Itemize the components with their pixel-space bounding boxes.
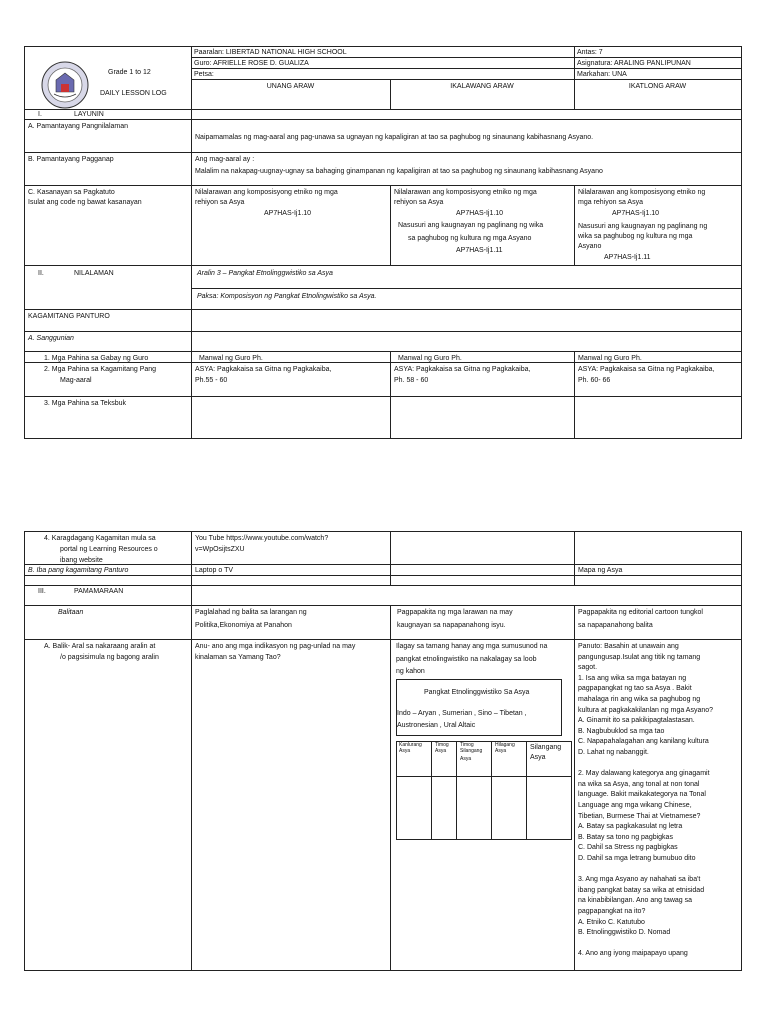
region-hilagang-2: Asya (495, 748, 507, 754)
asignatura: Asignatura: ARALING PANLIPUNAN (577, 60, 691, 67)
region-hilagang-1: Hilagang (495, 742, 515, 748)
day1-balik-aral-1: Anu- ano ang mga indikasyon ng pag-unlad na may (195, 643, 356, 650)
karagdagang-label-1: 4. Karagdagang Kagamitan mula sa (44, 535, 156, 542)
pamantayang-pagganap-line1: Ang mag-aaral ay : (195, 156, 255, 163)
day2-kagamitan-1: ASYA: Pagkakaisa sa Gitna ng Pagkakaiba, (394, 366, 531, 373)
day1-iba-kagamitan: Laptop o TV (195, 567, 234, 574)
section2-num: II. (38, 270, 44, 277)
day1-header: UNANG ARAW (266, 83, 315, 90)
section1-title: LAYUNIN (74, 111, 104, 118)
kasanayan-label-1: C. Kasanayan sa Pagkatuto (28, 189, 115, 196)
quiz-line: 2. May dalawang kategorya ang ginagamit (578, 770, 710, 778)
quiz-line: na wika sa Asya, ang tonal at non tonal (578, 780, 700, 788)
day2-balitaan-2: kaugnayan sa napapanahong isyu. (397, 622, 506, 629)
quiz-line: D. Lahat ng nabanggit. (578, 749, 649, 756)
day2-kasanayan-4: sa paghubog ng kultura ng mga Asyano (408, 235, 532, 242)
quiz-line: pagpapangkat na ito? (578, 908, 646, 915)
quiz-line: pagpapangkat ng tao sa Asya . Bakit (578, 685, 692, 693)
day1-kasanayan-1: Nilalarawan ang komposisyong etniko ng mga (195, 189, 338, 196)
day2-code-2: AP7HAS-Ij1.11 (456, 247, 503, 254)
day3-kasanayan-4: wika sa paghubog ng kultura ng mga (578, 233, 693, 240)
kagamitang-panturo: KAGAMITANG PANTURO (28, 313, 110, 320)
day3-code-2: AP7HAS-Ij1.11 (604, 254, 651, 261)
kagamitang-mag-aaral-label-2: Mag-aaral (60, 377, 92, 384)
grade-label: Grade 1 to 12 (108, 69, 151, 76)
quiz-line: Tibetian, Burmese Thai at Vietnamese? (578, 812, 701, 820)
day3-gabay: Manwal ng Guro Ph. (578, 355, 642, 362)
balitaan-label: Balitaan (58, 609, 84, 616)
day1-kasanayan-2: rehiyon sa Asya (195, 199, 245, 206)
pamantayang-pangnilalaman-label: A. Pamantayang Pangnilalaman (28, 123, 129, 130)
day1-code: AP7HAS-Ij1.10 (264, 210, 312, 217)
day1-balik-aral-2: kinalaman sa Yamang Tao? (195, 654, 281, 661)
quiz-line: na kinabibilangan. Ano ang tawag sa (578, 897, 693, 905)
region-timog-silangang-3: Asya (460, 756, 472, 762)
quiz-line: A. Ginamit ito sa pakikipagtalastasan. (578, 717, 695, 725)
deped-seal-logo (40, 60, 90, 110)
paksa: Paksa: Komposisyon ng Pangkat Etnolingwistiko sa Asya. (197, 293, 377, 300)
iba-pang-kagamitan-label: B. Iba pang kagamitang Panturo (28, 567, 129, 574)
day1-balitaan-1: Paglalahad ng balita sa larangan ng (195, 609, 307, 616)
region-timog-silangang-2: Silangang (460, 748, 483, 754)
day1-gabay: Manwal ng Guro Ph. (199, 355, 263, 362)
quiz-line: B. Batay sa tono ng pagbigkas (578, 833, 673, 841)
quiz-line: 1. Isa ang wika sa mga batayan ng (578, 674, 687, 682)
day2-kasanayan-2: rehiyon sa Asya (394, 199, 444, 206)
balik-aral-label-1: A. Balik- Aral sa nakaraang aralin at (44, 643, 156, 650)
quiz-line: 4. Ano ang iyong maipapayo upang (578, 950, 688, 958)
day2-balik-aral-2: pangkat etnolingwistiko na nakalagay sa loob (396, 656, 537, 663)
day3-kasanayan-5: Asyano (578, 243, 602, 250)
quiz-line: A. Batay sa pagkakasulat ng letra (578, 823, 683, 831)
quiz-line: B. Nagbubuklod sa mga tao (578, 727, 665, 735)
quiz-line: language. Bakit maikakategorya na Tonal (578, 791, 706, 799)
sanggunian: A. Sanggunian (28, 335, 74, 342)
aralin-title: Aralin 3 – Pangkat Etnolinggwistiko sa Asya (197, 270, 333, 277)
quiz-line: B. Etnolinggwistiko D. Nomad (578, 929, 671, 937)
day3-kasanayan-2: mga rehiyon sa Asya (578, 199, 643, 206)
day2-balik-aral-1: Ilagay sa tamang hanay ang mga sumusunod na (396, 643, 548, 650)
paaralan: Paaralan: LIBERTAD NATIONAL HIGH SCHOOL (194, 49, 347, 56)
day2-balik-aral-3: ng kahon (396, 668, 425, 675)
antas: Antas: 7 (577, 49, 603, 56)
teksbuk-label: 3. Mga Pahina sa Teksbuk (44, 400, 126, 407)
karagdagang-label-2: portal ng Learning Resources o (60, 546, 158, 553)
day2-kasanayan-3: Nasusuri ang kaugnayan ng paglinang ng wika (398, 222, 544, 229)
day3-balitaan-1: Pagpapakita ng editorial cartoon tungkol (578, 609, 703, 616)
quiz-line: Language ang mga wikang Chinese, (578, 802, 692, 809)
day3-kasanayan-3: Nasusuri ang kaugnayan ng paglinang ng (578, 223, 708, 230)
quiz-line: D. Dahil sa mga letrang bumubuo dito (578, 855, 696, 862)
day3-balitaan-2: sa napapanahong balita (578, 622, 653, 629)
day2-balitaan-1: Pagpapakita ng mga larawan na may (397, 609, 513, 616)
youtube-link-1[interactable]: You Tube https://www.youtube.com/watch? (195, 535, 329, 542)
kasanayan-label-2: Isulat ang code ng bawat kasanayan (28, 199, 142, 206)
section2-title: NILALAMAN (74, 270, 114, 277)
pamantayang-pagganap-line2: Malalim na nakapag-uugnay-ugnay sa bahaging ginampanan ng kapaligiran at tao sa paghubog ng sinaunang kabihasnang Asyano (195, 168, 603, 175)
markahan: Markahan: UNA (577, 71, 627, 78)
day3-code-1: AP7HAS-Ij1.10 (612, 210, 660, 217)
quiz-line: 3. Ang mga Asyano ay nahahati sa iba't (578, 876, 701, 884)
region-kanlurang-1: Kanlurang (399, 742, 422, 748)
quiz-line: sagot. (578, 664, 598, 672)
day3-kagamitan-1: ASYA: Pagkakaisa sa Gitna ng Pagkakaiba, (578, 366, 715, 373)
dll-title: DAILY LESSON LOG (100, 90, 167, 97)
guro: Guro: AFRIELLE ROSE D. GUALIZA (194, 60, 309, 67)
day2-gabay: Manwal ng Guro Ph. (398, 355, 462, 362)
karagdagang-label-3: ibang website (60, 557, 103, 564)
quiz-line: C. Dahil sa Stress ng pagbigkas (578, 844, 678, 852)
day3-iba-kagamitan: Mapa ng Asya (578, 567, 623, 574)
day3-kasanayan-1: Nilalarawan ang komposisyong etniko ng (578, 189, 706, 196)
quiz-line: kultura at pagkakakilanlan ng mga Asyano? (578, 706, 714, 714)
pamantayang-pagganap-label: B. Pamantayang Pagganap (28, 156, 114, 163)
gabay-guro-label: 1. Mga Pahina sa Gabay ng Guro (44, 355, 149, 362)
region-silangang-2: Asya (530, 754, 546, 761)
quiz-line: A. Etniko C. Katutubo (578, 918, 645, 926)
day2-kagamitan-2: Ph. 58 - 60 (394, 377, 429, 384)
day2-code-1: AP7HAS-Ij1.10 (456, 210, 504, 217)
day2-kasanayan-1: Nilalarawan ang komposisyong etniko ng mga (394, 189, 537, 196)
region-timog-2: Asya (435, 748, 447, 754)
region-silangang-1: Silangang (530, 744, 562, 751)
balik-aral-label-2: /o pagsisimula ng bagong aralin (60, 654, 159, 661)
quiz-line: Panuto: Basahin at unawain ang (578, 643, 679, 650)
day2-header: IKALAWANG ARAW (450, 83, 514, 90)
region-kanlurang-2: Asya (399, 748, 411, 754)
kagamitang-mag-aaral-label-1: 2. Mga Pahina sa Kagamitang Pang (44, 366, 157, 373)
day1-balitaan-2: Politika,Ekonomiya at Panahon (195, 622, 292, 629)
quiz-line: mahalaga rin ang wika sa paghubog ng (578, 696, 701, 703)
section3-num: III. (38, 588, 46, 595)
youtube-link-2[interactable]: v=WpOsijtsZXU (195, 546, 245, 553)
quiz-line: ibang pangkat batay sa wika at etnisidad (578, 886, 705, 894)
pangkat-box-line2: Austronesian , Ural Altaic (397, 722, 476, 729)
pamantayang-pangnilalaman-text: Naipamamalas ng mag-aaral ang pag-unawa sa ugnayan ng kapaligiran at tao sa paghubog ng sinaunang kabihasnang Asyano. (195, 134, 594, 141)
day1-kagamitan-2: Ph.55 - 60 (195, 377, 228, 384)
pangkat-box-line1: Indo – Aryan , Sumerian , Sino – Tibetan , (397, 710, 527, 717)
section3-title: PAMAMARAAN (74, 588, 124, 595)
region-timog-1: Timog (435, 742, 449, 748)
section1-num: I. (38, 111, 42, 118)
quiz-line: pangungusap.Isulat ang titik ng tamang (578, 653, 701, 661)
region-timog-silangang-1: Timog (460, 742, 474, 748)
petsa: Petsa: (194, 71, 214, 78)
pangkat-box-title: Pangkat Etnolinggwistiko Sa Asya (424, 689, 530, 696)
day3-header: IKATLONG ARAW (628, 83, 687, 90)
quiz-line: C. Napapahalagahan ang kanilang kultura (578, 738, 709, 746)
day1-kagamitan-1: ASYA: Pagkakaisa sa Gitna ng Pagkakaiba, (195, 366, 332, 373)
day3-kagamitan-2: Ph. 60- 66 (578, 377, 611, 384)
